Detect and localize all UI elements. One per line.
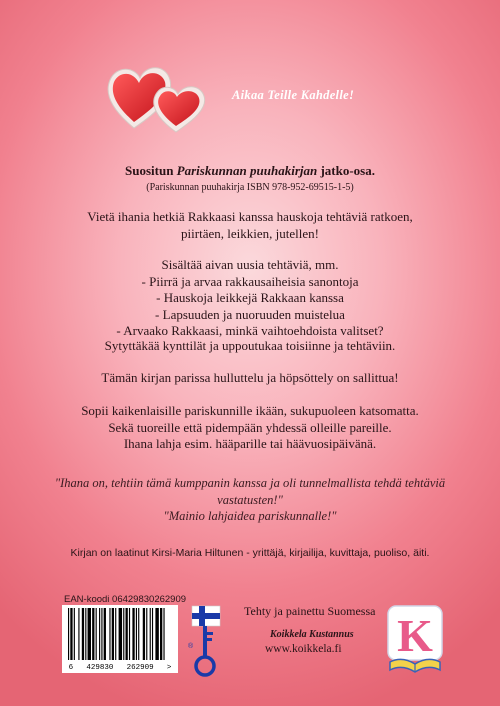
author-line: Kirjan on laatinut Kirsi-Maria Hiltunen - yrittäjä, kirjailija, kuvittaja, puoliso, äiti. — [70, 547, 430, 559]
publisher-name: Koikkela Kustannus — [270, 629, 354, 640]
barcode — [62, 605, 178, 673]
barcode-bar — [88, 608, 91, 660]
testimonials — [0, 475, 500, 525]
contents-list — [0, 257, 500, 340]
barcode-bar — [150, 608, 151, 660]
barcode-bar — [96, 608, 97, 660]
testimonial-line: "Mainio lahjaidea pariskunnalle!" — [163, 509, 337, 523]
barcode-digit: > — [166, 664, 172, 672]
barcode-bar — [104, 608, 106, 660]
barcode-digits — [62, 664, 178, 672]
barcode-bar — [119, 608, 122, 660]
intro-paragraph — [0, 209, 500, 242]
barcode-bar — [160, 608, 162, 660]
subtitle-prefix: Suositun — [125, 163, 174, 178]
barcode-bar — [152, 608, 153, 660]
intro-line: Vietä ihania hetkiä Rakkaasi kanssa hauskoja tehtäviä ratkoen, — [87, 209, 413, 224]
barcode-bar — [163, 608, 164, 660]
barcode-bar — [155, 608, 158, 660]
barcode-bar — [99, 608, 100, 660]
fun-paragraph: Tämän kirjan parissa hulluttelu ja höpsöttely on sallittua! — [101, 370, 399, 385]
barcode-bar — [78, 608, 79, 660]
barcode-bar — [129, 608, 130, 660]
barcode-digit: 6 — [68, 664, 74, 672]
contents-heading: Sisältää aivan uusia tehtäviä, mm. — [161, 257, 339, 272]
isbn-note: (Pariskunnan puuhakirja ISBN 978-952-69515-1-5) — [146, 182, 354, 193]
subtitle-suffix: jatko-osa. — [320, 163, 375, 178]
barcode-bar — [74, 608, 75, 660]
barcode-bar — [82, 608, 84, 660]
intro-line: piirtäen, leikkien, jutellen! — [181, 225, 319, 241]
barcode-bar — [123, 608, 124, 660]
publisher-website: www.koikkela.fi — [265, 643, 342, 655]
audience-line: Sekä tuoreille että pidempään yhdessä olleille pareille. — [108, 419, 392, 435]
ean-label: EAN-koodi 06429830262909 — [64, 594, 187, 605]
barcode-bar — [126, 608, 128, 660]
made-in-finland: Tehty ja painettu Suomessa — [244, 604, 376, 618]
audience-line: Sopii kaikenlaisille pariskunnille ikään, sukupuoleen katsomatta. — [81, 403, 419, 418]
barcode-bar — [101, 608, 102, 660]
list-item: - Hauskoja leikkejä Rakkaan kanssa — [156, 290, 344, 305]
barcode-bar — [138, 608, 139, 660]
audience-paragraph — [0, 403, 500, 453]
candles-paragraph: Sytyttäkää kynttilät ja uppoutukaa toisiinne ja tehtäviin. — [104, 338, 396, 353]
subtitle-line — [0, 163, 500, 180]
barcode-bar — [115, 608, 116, 660]
barcode-bar — [70, 608, 72, 660]
barcode-bar — [112, 608, 114, 660]
barcode-digit: 262909 — [126, 664, 154, 672]
testimonial-line: "Ihana on, tehtiin tämä kumppanin kanssa ja oli tunnelmallista tehdä tehtäviä — [54, 476, 446, 490]
tagline: Aikaa Teille Kahdelle! — [232, 88, 355, 102]
barcode-bar — [85, 608, 86, 660]
barcode-bar — [146, 608, 147, 660]
audience-line: Ihana lahja esim. hääparille tai häävuosipäivänä. — [123, 436, 377, 451]
hearts-icon — [104, 56, 214, 136]
barcode-bar — [143, 608, 145, 660]
publisher-logo-icon — [384, 604, 446, 674]
logo-letter: K — [397, 610, 433, 661]
list-item: - Lapsuuden ja nuoruuden muistelua — [155, 306, 345, 322]
barcode-digit: 429830 — [86, 664, 114, 672]
barcode-bar — [109, 608, 110, 660]
barcode-bar — [92, 608, 94, 660]
testimonial-line: vastatusten!" — [217, 492, 283, 507]
barcode-bar — [68, 608, 69, 660]
registered-mark: ® — [188, 643, 194, 650]
list-item: - Arvaako Rakkaasi, minkä vaihtoehdoista valitset? — [116, 323, 384, 338]
barcode-bar — [132, 608, 134, 660]
list-item: - Piirrä ja arvaa rakkausaiheisia sanontoja — [141, 273, 359, 289]
finnish-flag-key-icon — [188, 602, 228, 682]
subtitle-book-title: Pariskunnan puuhakirjan — [176, 163, 318, 178]
barcode-bar — [136, 608, 137, 660]
